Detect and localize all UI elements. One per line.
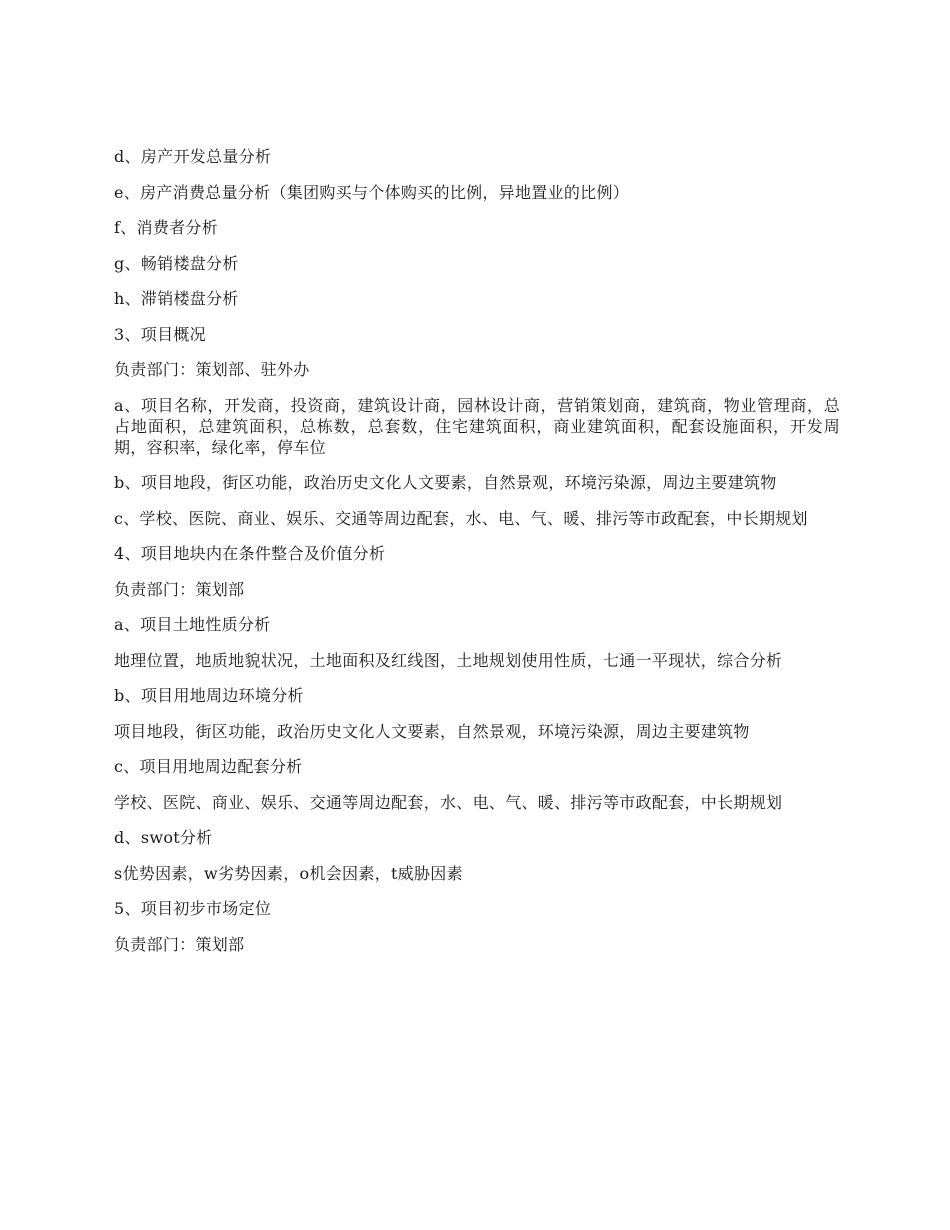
section-4-heading: 4、项目地块内在条件整合及价值分析: [114, 544, 386, 563]
section-3-item-a: a、项目名称，开发商，投资商，建筑设计商，园林设计商，营销策划商，建筑商，物业管理商，总占地面积，总建筑面积，总栋数，总套数，住宅建筑面积，商业建筑面积，配套设施面积，开发周期，容积率，绿化率，停车位: [114, 395, 840, 457]
section-4-item-b-detail: 项目地段，街区功能，政治历史文化人文要素，自然景观，环境污染源，周边主要建筑物: [114, 721, 750, 741]
section-3-item-c: c、学校、医院、商业、娱乐、交通等周边配套，水、电、气、暖、排污等市政配套，中长期规划: [114, 508, 808, 528]
section-4-item-a: a、项目土地性质分析: [114, 615, 271, 634]
section-5-department: 负责部门：策划部: [114, 934, 245, 954]
item-f-consumer-analysis: f、消费者分析: [114, 218, 219, 237]
item-g-bestselling-analysis: g、畅销楼盘分析: [114, 253, 239, 273]
section-4-department: 负责部门：策划部: [114, 579, 245, 599]
section-3-heading: 3、项目概况: [114, 324, 206, 344]
section-3-item-b: b、项目地段，街区功能，政治历史文化人文要素，自然景观，环境污染源，周边主要建筑物: [114, 473, 777, 492]
section-4-item-d: d、swot分析: [114, 828, 213, 847]
item-h-slowselling-analysis: h、滞销楼盘分析: [114, 289, 239, 308]
section-3-department: 负责部门：策划部、驻外办: [114, 360, 310, 379]
document-body: [114, 146, 840, 969]
section-4-item-c-detail: 学校、医院、商业、娱乐、交通等周边配套，水、电、气、暖、排污等市政配套，中长期规划: [114, 792, 783, 812]
section-4-item-d-detail: s优势因素，w劣势因素，o机会因素，t威胁因素: [114, 863, 463, 883]
section-4-item-c: c、项目用地周边配套分析: [114, 757, 303, 776]
section-4-item-a-detail: 地理位置，地质地貌状况，土地面积及红线图，土地规划使用性质，七通一平现状，综合分析: [114, 650, 783, 670]
item-e-consumption-volume: e、房产消费总量分析（集团购买与个体购买的比例，异地置业的比例）: [114, 182, 630, 202]
section-4-item-b: b、项目用地周边环境分析: [114, 686, 304, 705]
section-5-heading: 5、项目初步市场定位: [114, 899, 272, 918]
item-d-development-volume: d、房产开发总量分析: [114, 147, 272, 166]
